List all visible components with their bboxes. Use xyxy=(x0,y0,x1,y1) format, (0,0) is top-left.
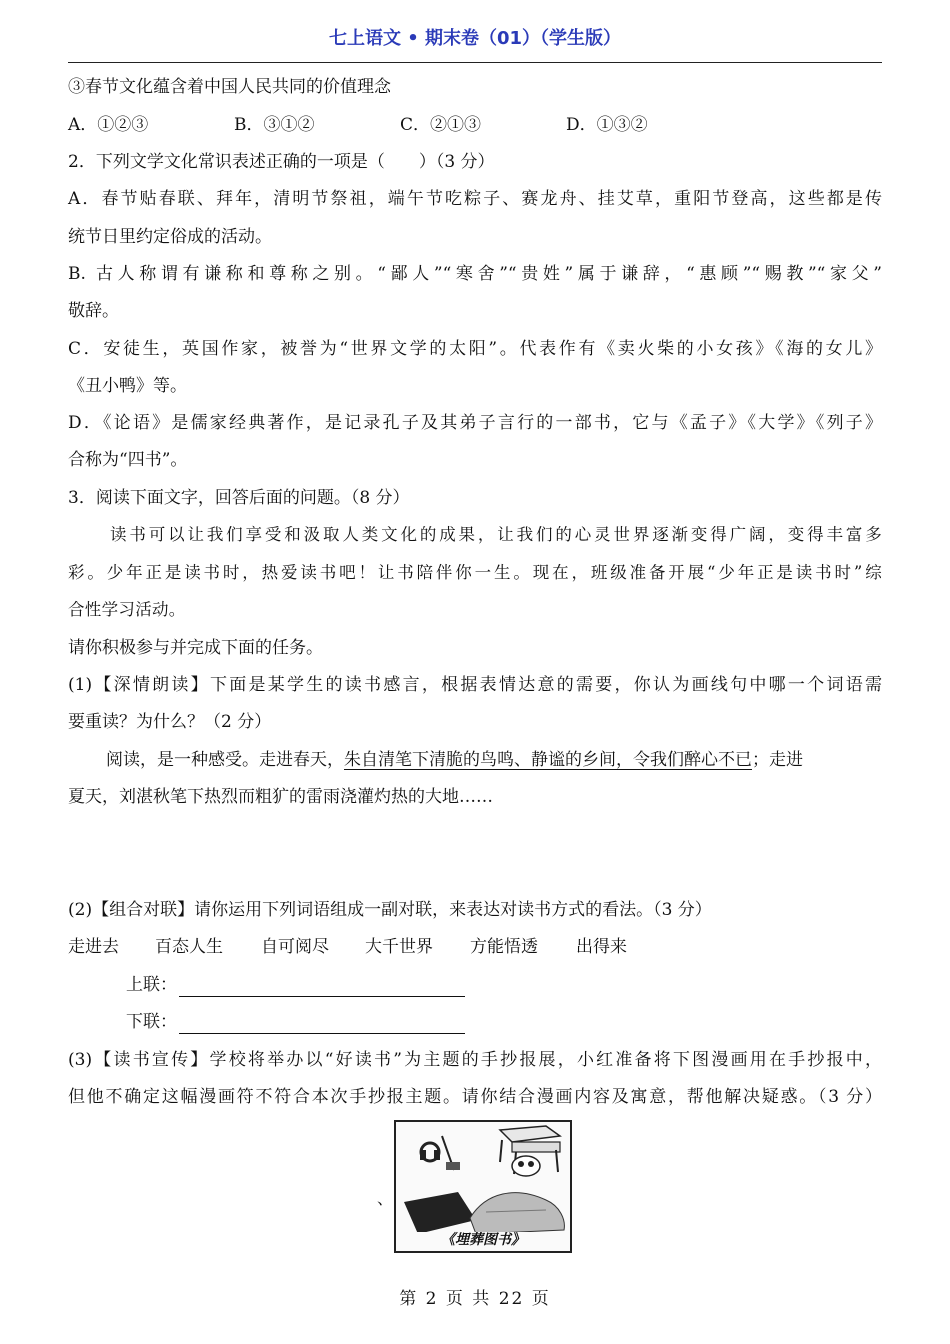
lower-couplet-row xyxy=(126,1010,526,1034)
q1-options xyxy=(68,113,882,137)
couplet-word: 出得来 xyxy=(576,937,627,957)
couplet-word-bank xyxy=(68,935,882,959)
couplet-word: 方能悟透 xyxy=(470,937,538,957)
q3-passage-line1: 读书可以让我们享受和汲取人类文化的成果，让我们的心灵世界逐渐变得广阔，变得丰富多 xyxy=(110,525,882,544)
page-number-footer: 第 2 页 共 22 页 xyxy=(399,1289,551,1309)
upper-couplet-label: 上联： xyxy=(126,975,177,995)
upper-couplet-blank[interactable] xyxy=(179,978,465,997)
q2-option-b-line2: 敬辞。 xyxy=(68,301,119,321)
q2-option-b-line1: B. 古人称谓有谦称和尊称之别。“鄙人”“寒舍”“贵姓”属于谦辞，“惠顾”“赐教”“家父” xyxy=(68,264,882,284)
upper-couplet-row xyxy=(126,973,526,997)
reading-underlined-sentence: 朱自清笔下清脆的鸟鸣、静谧的乡间，令我们醉心不已 xyxy=(344,750,752,770)
q1-option-b: B．③①② xyxy=(234,115,315,135)
q1-item-3: ③春节文化蕴含着中国人民共同的价值理念 xyxy=(68,77,391,97)
q3-sub3-stem-line2: 但他不确定这幅漫画符不符合本次手抄报主题。请你结合漫画内容及寓意，帮他解决疑惑。（3 分） xyxy=(68,1087,882,1107)
q2-stem: 2．下列文学文化常识表述正确的一项是（ ）（3 分） xyxy=(68,152,495,172)
q1-option-c: C．②①③ xyxy=(400,115,482,135)
comic-burying-books xyxy=(394,1120,572,1253)
q3-sub2-stem: (2)【组合对联】请你运用下列词语组成一副对联，来表达对读书方式的看法。（3 分） xyxy=(68,900,712,920)
lower-couplet-blank[interactable] xyxy=(179,1015,465,1034)
q2-option-a-line1: A．春节贴春联、拜年，清明节祭祖，端午节吃粽子、赛龙舟、挂艾草，重阳节登高，这些都是传 xyxy=(68,189,882,209)
q3-passage-line3: 合性学习活动。 xyxy=(68,600,186,619)
q2-option-d-line1: D．《论语》是儒家经典著作，是记录孔子及其弟子言行的一部书，它与《孟子》《大学》《列子》 xyxy=(68,413,882,433)
reading-prefix: 阅读，是一种感受。走进春天， xyxy=(106,750,344,770)
header-divider xyxy=(68,62,882,63)
couplet-word: 大千世界 xyxy=(365,937,433,957)
couplet-word: 走进去 xyxy=(68,937,119,957)
lower-couplet-label: 下联： xyxy=(126,1012,177,1032)
couplet-word: 自可阅尽 xyxy=(261,937,329,957)
q3-sub1-stem-line1: (1)【深情朗读】下面是某学生的读书感言，根据表情达意的需要，你认为画线句中哪一个词语需 xyxy=(68,675,882,695)
q2-option-c-line1: C．安徒生，英国作家，被誉为“世界文学的太阳”。代表作有《卖火柴的小女孩》《海的女儿》 xyxy=(68,339,882,359)
q2-option-d-line2: 合称为“四书”。 xyxy=(68,450,188,470)
q3-passage-line2: 彩。少年正是读书时，热爱读书吧！让书陪伴你一生。现在，班级准备开展“少年正是读书时”综 xyxy=(68,563,882,582)
q3-sub1-stem-line2: 要重读？为什么？（2 分） xyxy=(68,712,272,732)
q1-option-a: A．①②③ xyxy=(68,115,149,135)
q3-sub3-stem-line1: (3)【读书宣传】学校将举办以“好读书”为主题的手抄报展，小红准备将下图漫画用在手抄报中， xyxy=(68,1050,882,1070)
q2-option-a-line2: 统节日里约定俗成的活动。 xyxy=(68,227,272,247)
page-header-title: 七上语文 • 期末卷（01）（学生版） xyxy=(328,28,622,49)
q1-option-d: D．①③② xyxy=(566,115,648,135)
q3-task-intro: 请你积极参与并完成下面的任务。 xyxy=(68,638,323,658)
reading-suffix: ；走进 xyxy=(752,750,803,770)
couplet-word: 百态人生 xyxy=(155,937,223,957)
q3-reading-line1 xyxy=(106,748,882,772)
stray-mark: 、 xyxy=(377,1189,394,1208)
comic-caption: 《埋葬图书》 xyxy=(441,1232,525,1248)
q3-stem: 3．阅读下面文字，回答后面的问题。（8 分） xyxy=(68,488,410,508)
q2-option-c-line2: 《丑小鸭》等。 xyxy=(68,376,187,396)
q3-reading-line2: 夏天，刘湛秋笔下热烈而粗犷的雷雨浇灌灼热的大地…… xyxy=(68,787,493,807)
